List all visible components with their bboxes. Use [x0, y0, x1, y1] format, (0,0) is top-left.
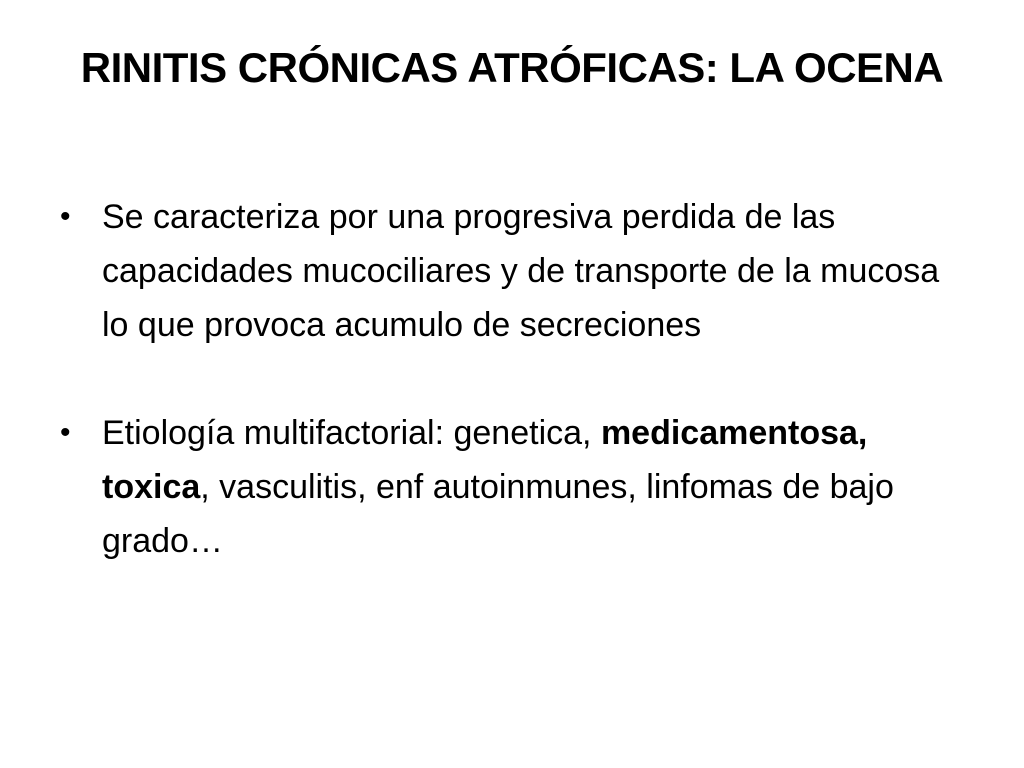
bullet-item-characteristics — [58, 190, 948, 352]
bullet-text-bold: medicamentosa, toxica — [102, 414, 868, 506]
bullet-icon: • — [60, 200, 71, 233]
bullet-text-after: , vasculitis, enf autoinmunes, linfomas de bajo grado… — [102, 468, 894, 560]
slide-title: RINITIS CRÓNICAS ATRÓFICAS: LA OCENA — [80, 44, 944, 91]
bullet-text: Se caracteriza por una progresiva perdida de las capacidades mucociliares y de transporte de la mucosa lo que provoca acumulo de secreciones — [102, 198, 940, 344]
bullet-list — [58, 190, 948, 622]
bullet-item-etiology — [58, 406, 948, 568]
bullet-icon: • — [60, 416, 71, 449]
bullet-text-before: Etiología multifactorial: genetica, — [102, 414, 601, 452]
